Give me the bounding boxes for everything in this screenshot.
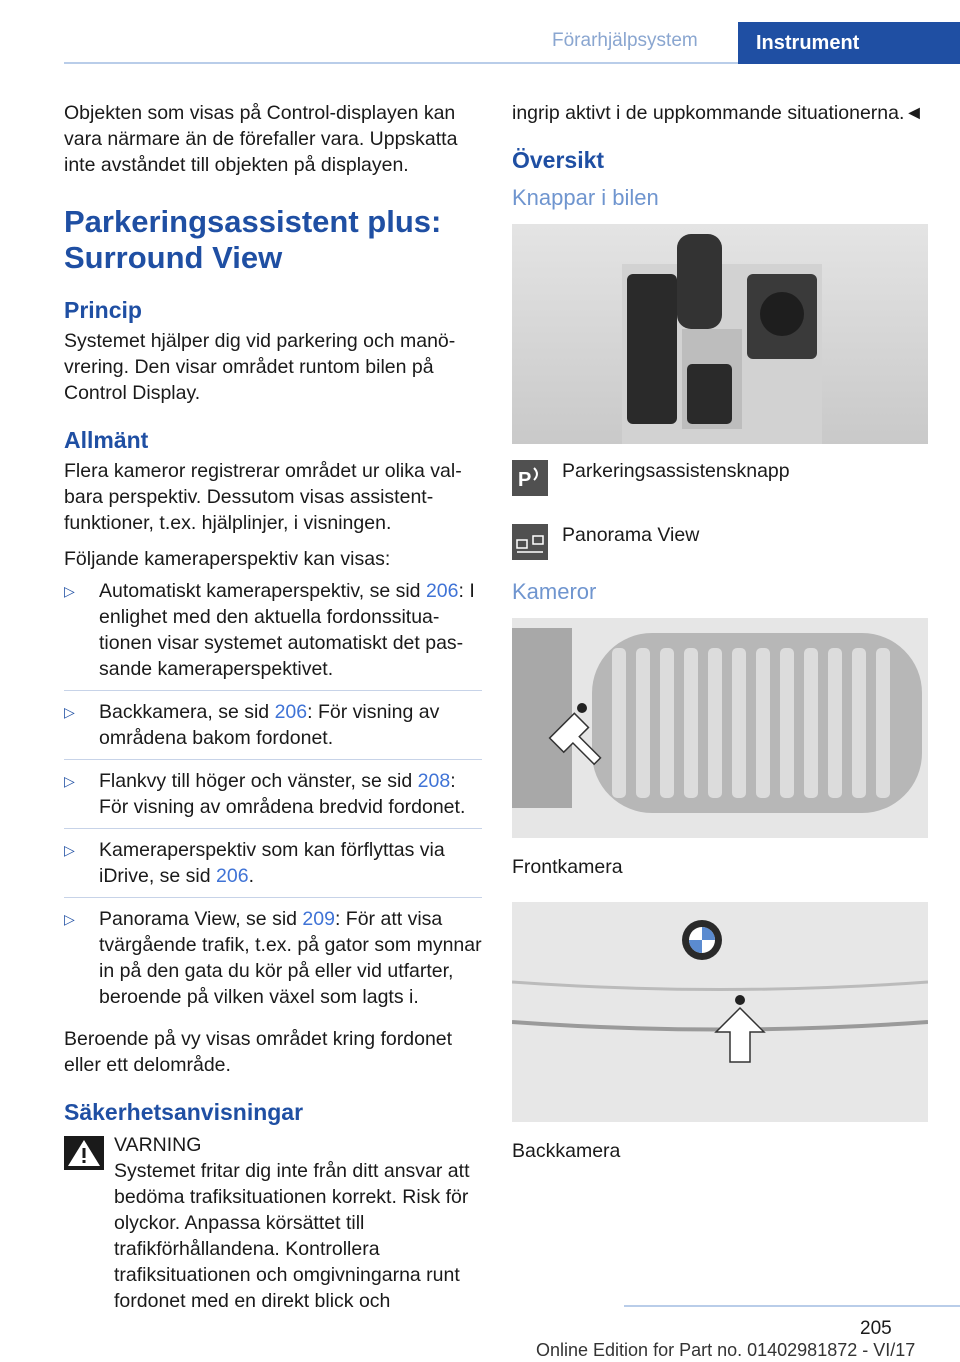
cameras-heading: Kameror [512,579,597,604]
allmant-heading: Allmänt [64,427,149,453]
buttons-heading: Knappar i bilen [512,185,659,210]
list-item: ▷ Flankvy till höger och vänster, se sid 208: För visning av områdena bredvid fordonet. [64,768,482,829]
safety-heading: Säkerhetsanvisningar [64,1099,304,1125]
warning-triangle-icon [64,1136,104,1170]
intro-text: Objekten som visas på Control-displayen kan vara närmare än de förefaller vara. Uppskatta inte avståndet till objekten på displayen. [64,102,458,176]
svg-text:P: P [518,469,532,491]
console-photo [512,224,928,444]
list-item: ▷ Backkamera, se sid 206: För visning av områdena bakom fordonet. [64,699,482,760]
panorama-view-icon [512,524,548,560]
page-number: 205 [860,1318,892,1339]
princip-text: Systemet hjälper dig vid parkering och manövrering. Den visar området runtom bilen på Control Display. [64,330,456,404]
parking-assist-button-row [512,456,928,508]
rear-camera-photo [512,902,928,1122]
oversikt-heading: Översikt [512,147,605,173]
header-section[interactable]: Förarhjälpsystem [552,30,698,51]
footer-rule [624,1305,960,1307]
list-item: ▷ Panorama View, se sid 209: För att visa tvärgående trafik, t.ex. på gator som mynnar in på den gata du kör på eller vid utfarter, beroende på vilken växel som lagts i. [64,908,482,1008]
section-title: Parkeringsassistent plus: Surround View [64,204,442,275]
left-column [64,100,482,1314]
triangle-bullet-icon: ▷ [64,704,75,720]
panorama-button-row [512,520,928,572]
list-item: ▷ Kameraperspektiv som kan förflyttas via iDrive, se sid 206. [64,837,482,898]
page-link[interactable]: 208 [417,770,451,792]
front-camera-caption: Frontkamera [512,856,623,878]
footer-edition: Online Edition for Part no. 01402981872 - VI/17 [536,1340,916,1360]
after-list-text: Beroende på vy visas området kring fordonet eller ett delområde. [64,1028,453,1076]
princip-heading: Princip [64,297,142,323]
header-chapter-tab[interactable]: Instrument [738,22,960,64]
list-item: ▷ Automatiskt kameraperspektiv, se sid 206: I enlighet med den aktuella fordonssituationen visar systemet automatiskt det passande kameraperspektivet. [64,578,482,691]
warning-block [64,1132,482,1314]
triangle-bullet-icon: ▷ [64,773,75,789]
panorama-view-label: Panorama View [562,524,700,546]
list-intro: Följande kameraperspektiv kan visas: [64,548,391,570]
front-camera-photo [512,618,928,838]
rear-camera-caption: Backkamera [512,1140,621,1162]
triangle-bullet-icon: ▷ [64,583,75,599]
triangle-bullet-icon: ▷ [64,842,75,858]
warning-label: VARNING [114,1134,202,1156]
camera-view-list [64,578,482,1018]
allmant-text: Flera kameror registrerar området ur olika valbara perspektiv. Dessutom visas assistentfunktioner, t.ex. hjälplinjer, i visningen. [64,460,462,534]
continued-text: ingrip aktivt i de uppkommande situationerna.◄ [512,102,924,124]
right-column [512,100,928,1186]
page-link[interactable]: 206 [274,701,308,723]
page-link[interactable]: 209 [302,908,335,930]
page-link[interactable]: 206 [216,865,249,887]
parking-assist-icon [512,460,548,496]
warning-text: Systemet fritar dig inte från ditt ansvar att bedöma trafiksituationen korrekt. Risk för olyckor. Anpassa körsättet till trafikförhållandena. Kontrollera trafiksituationen och omgivningarna runt fordonet med en direkt blick och [114,1160,470,1312]
triangle-bullet-icon: ▷ [64,911,75,927]
parking-assist-label: Parkeringsassistensknapp [562,460,790,482]
page-link[interactable]: 206 [425,580,459,602]
